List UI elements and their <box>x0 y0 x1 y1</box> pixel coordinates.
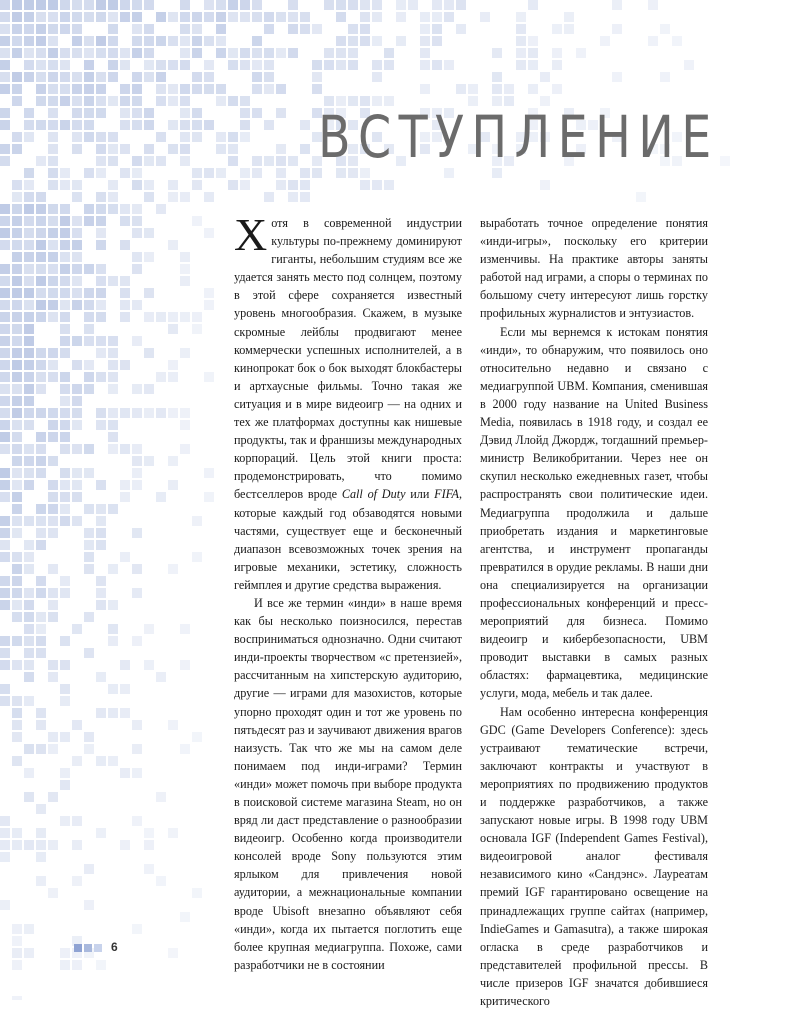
text-column-left <box>234 209 462 974</box>
paragraph: Если мы вернемся к истокам понятия «инди», то обнаружим, что появилось оно относительно недавно и связано с медиагруппой UBM. Компания, сменившая в 2000 году название на United Business Media, появилась в 1918 году, и создал ее Дэвид Ллойд Джордж, тогдашний премьер-министр Великобритании. Через нее он скупил несколько ежедневных газет, чтобы распространять свои политические идеи. Медиагруппа продолжила и дальше приобретать издания и маркетинговые агентства, и инструмент пропаганды превратился в орудие рекламы. В наши дни она специализируется на организации профессиональных конференций и пресс-мероприятий для бизнеса. Помимо видеоигр и кибербезопасности, UBM проводит выставки в самых разных областях: фармацевтика, медицинские услуги, мода, мебель и так далее. <box>480 324 708 701</box>
paragraph: Нам особенно интересна конференция GDC (Game Developers Conference): здесь устраивают тематические встречи, заключают контракты и участвуют в мероприятиях по продвижению продуктов и поддержке разработчиков, а также запускают новые игры. В 1998 году UBM основала IGF (Independent Games Festival), видеоигровой аналог фестиваля независимого кино «Сандэнс». Лауреатам премий IGF гарантировано освещение на принадлежащих группе сайтах (например, IndieGames и Gamasutra), а также широкая огласка в среде разработчиков и представителей профильной прессы. В числе призеров IGF значатся добившиеся критического <box>480 704 708 1009</box>
paragraph: выработать точное определение понятия «инди-игры», поскольку его критерии изменчивы. На практике авторы заняты работой над играми, а споры о терминах по большому счету интересуют лишь горстку профильных журналистов и энтузиастов. <box>480 216 708 321</box>
paragraph: И все же термин «инди» в наше время как бы несколько поизносился, перестав восприниматься однозначно. Одни считают инди-проекты творчеством «с претензией», рассчитанным на хипстерскую аудиторию, другие — играми для мазохистов, которые упорно проходят один и тот же уровень по пятьдесят раз и заучивают движения врагов наизусть. Так что же мы на самом деле понимаем под инди-играми? Термин «инди» может помочь при выборе продукта в поисковой системе магазина Steam, но он вряд ли даст представление о разнообразии видеоигр. Особенно когда производители консолей вроде Sony пользуются этим ярлыком для привлечения новой аудитории, а межнациональные компании вроде Ubisoft внезапно объявляют себя «инди», когда их пытается поглотить еще более крупная медиагруппа. Похоже, сами разработчики не в состоянии <box>234 595 462 972</box>
game-title-fifa: FIFA <box>434 487 459 502</box>
game-title-call-of-duty: Call of Duty <box>341 487 406 502</box>
page-number: 6 <box>111 940 118 954</box>
text-column-right <box>480 214 708 1010</box>
drop-cap: Х <box>234 209 268 260</box>
chapter-title: ВСТУПЛЕНИЕ <box>318 103 719 171</box>
paragraph: Хотя в современной индустрии культуры по-прежнему доминируют гиганты, небольшим студиям все же удается занять место под солнцем, поэтому в этой сфере сохраняется известный уровень многообразия. Скажем, в музыке скромные лейблы продвигают менее коммерчески успешных исполнителей, а в кинопрокат бок о бок выходят блокбастеры и артхаусные фильмы. Точно такая же ситуация и в мире видеоигр — на одних и тех же платформах доступны как нишевые продукты, так и франшизы международных корпораций. Цель этой книги проста: продемонстрировать, что помимо бестселлеров вроде Call of Duty или FIFA, которые каждый год обзаводятся новыми частями, существует еще и бесконечный диапазон всевозможных точек зрения на игровые механики, эстетику, сложность геймплея и другие средства выражения. <box>234 209 462 592</box>
page-marker-icon <box>74 944 102 952</box>
